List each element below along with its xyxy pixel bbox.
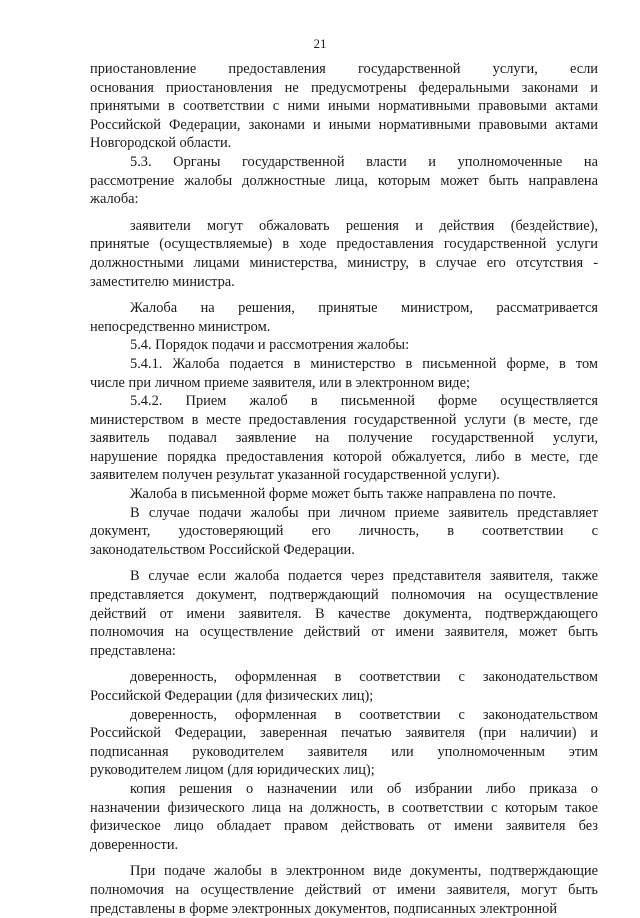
text-line: нарушение порядка предоставления которой обжалуется, либо в месте, где [90, 448, 598, 465]
paragraph [90, 153, 598, 209]
text-line: законодательством Российской Федерации. [90, 541, 355, 558]
text-line: представлены в форме электронных документов, подписанных электронной [90, 900, 558, 917]
text-line: В случае если жалоба подается через представителя заявителя, также [130, 568, 598, 585]
text-line: представлена: [90, 642, 176, 659]
text-line: подписанная руководителем заявителя или уполномоченным этим [90, 743, 598, 760]
text-line: действий от имени заявителя. В качестве документа, подтверждающего [90, 605, 598, 622]
page-number: 21 [313, 36, 327, 51]
paragraph [90, 668, 598, 705]
text-line: документ, удостоверяющий его личность, в соответствии с [90, 523, 598, 540]
paragraph [90, 60, 598, 153]
text-line: назначении физического лица на должность, в соответствии с которым такое [90, 799, 598, 816]
text-line: 5.4. Порядок подачи и рассмотрения жалобы: [130, 337, 410, 354]
document-body [90, 60, 598, 918]
text-line: полномочия на осуществление действий от имени заявителя, могут быть [90, 881, 598, 898]
text-line: заявители могут обжаловать решения и действия (бездействие), [130, 217, 598, 234]
text-line: руководителем лицом (для юридических лиц); [90, 762, 375, 779]
paragraph [90, 567, 598, 660]
text-line: полномочия на осуществление действий от имени заявителя, может быть [90, 624, 598, 641]
text-line: Жалоба в письменной форме может быть также направлена по почте. [130, 486, 557, 503]
text-line: Российской Федерации, законами и иными нормативными правовыми актами [90, 116, 598, 133]
paragraph [90, 485, 598, 504]
text-line: Российской Федерации, заверенная печатью заявителя (при наличии) и [90, 725, 598, 742]
text-line: должностными лицами министерства, министру, в случае его отсутствия - [90, 254, 598, 271]
paragraph [90, 780, 598, 854]
paragraph [90, 392, 598, 485]
text-line: министерством в месте предоставления государственной услуги (в месте, где [90, 411, 598, 428]
text-line: заявитель подавал заявление на получение государственной услуги, [90, 430, 598, 447]
text-line: жалоба: [90, 191, 139, 208]
text-line: заявителем получен результат указанной государственной услуги). [90, 467, 500, 484]
paragraph [90, 336, 598, 355]
text-line: рассмотрение жалобы должностные лица, которым может быть направлена [90, 172, 598, 189]
text-line: копия решения о назначении или об избрании либо приказа о [130, 780, 598, 797]
text-line: 5.4.2. Прием жалоб в письменной форме осуществляется [130, 393, 598, 410]
text-line: непосредственно министром. [90, 318, 271, 335]
text-line: принятые (осуществляемые) в ходе предоставления государственной услуги [90, 236, 598, 253]
text-line: принятыми в соответствии с ними иными нормативными правовыми актами [90, 98, 598, 115]
text-line: физическое лицо обладает правом действовать от имени заявителя без [90, 818, 598, 835]
text-line: Жалоба на решения, принятые министром, рассматривается [130, 300, 598, 317]
paragraph [90, 504, 598, 560]
text-line: 5.4.1. Жалоба подается в министерство в письменной форме, в том [130, 355, 598, 372]
text-line: доверенность, оформленная в соответствии с законодательством [130, 669, 598, 686]
text-line: представляется документ, подтверждающий полномочия на осуществление [90, 587, 598, 604]
text-line: 5.3. Органы государственной власти и уполномоченные на [130, 153, 598, 170]
text-line: основания приостановления не предусмотрены федеральными законами и [90, 79, 598, 96]
text-line: При подаче жалобы в электронном виде документы, подтверждающие [130, 863, 598, 880]
text-line: Российской Федерации (для физических лиц); [90, 688, 374, 704]
paragraph [90, 299, 598, 336]
paragraph [90, 355, 598, 392]
text-line: Новгородской области. [90, 135, 232, 152]
text-line: числе при личном приеме заявителя, или в электронном виде; [90, 374, 471, 391]
text-line: доверенность, оформленная в соответствии с законодательством [130, 706, 598, 723]
paragraph [90, 706, 598, 780]
paragraph [90, 862, 598, 918]
text-line: заместителю министра. [90, 273, 235, 290]
text-line: В случае подачи жалобы при личном приеме заявитель представляет [130, 504, 598, 521]
paragraph [90, 217, 598, 291]
text-line: приостановление предоставления государственной услуги, если [90, 61, 598, 77]
text-line: доверенности. [90, 836, 179, 853]
